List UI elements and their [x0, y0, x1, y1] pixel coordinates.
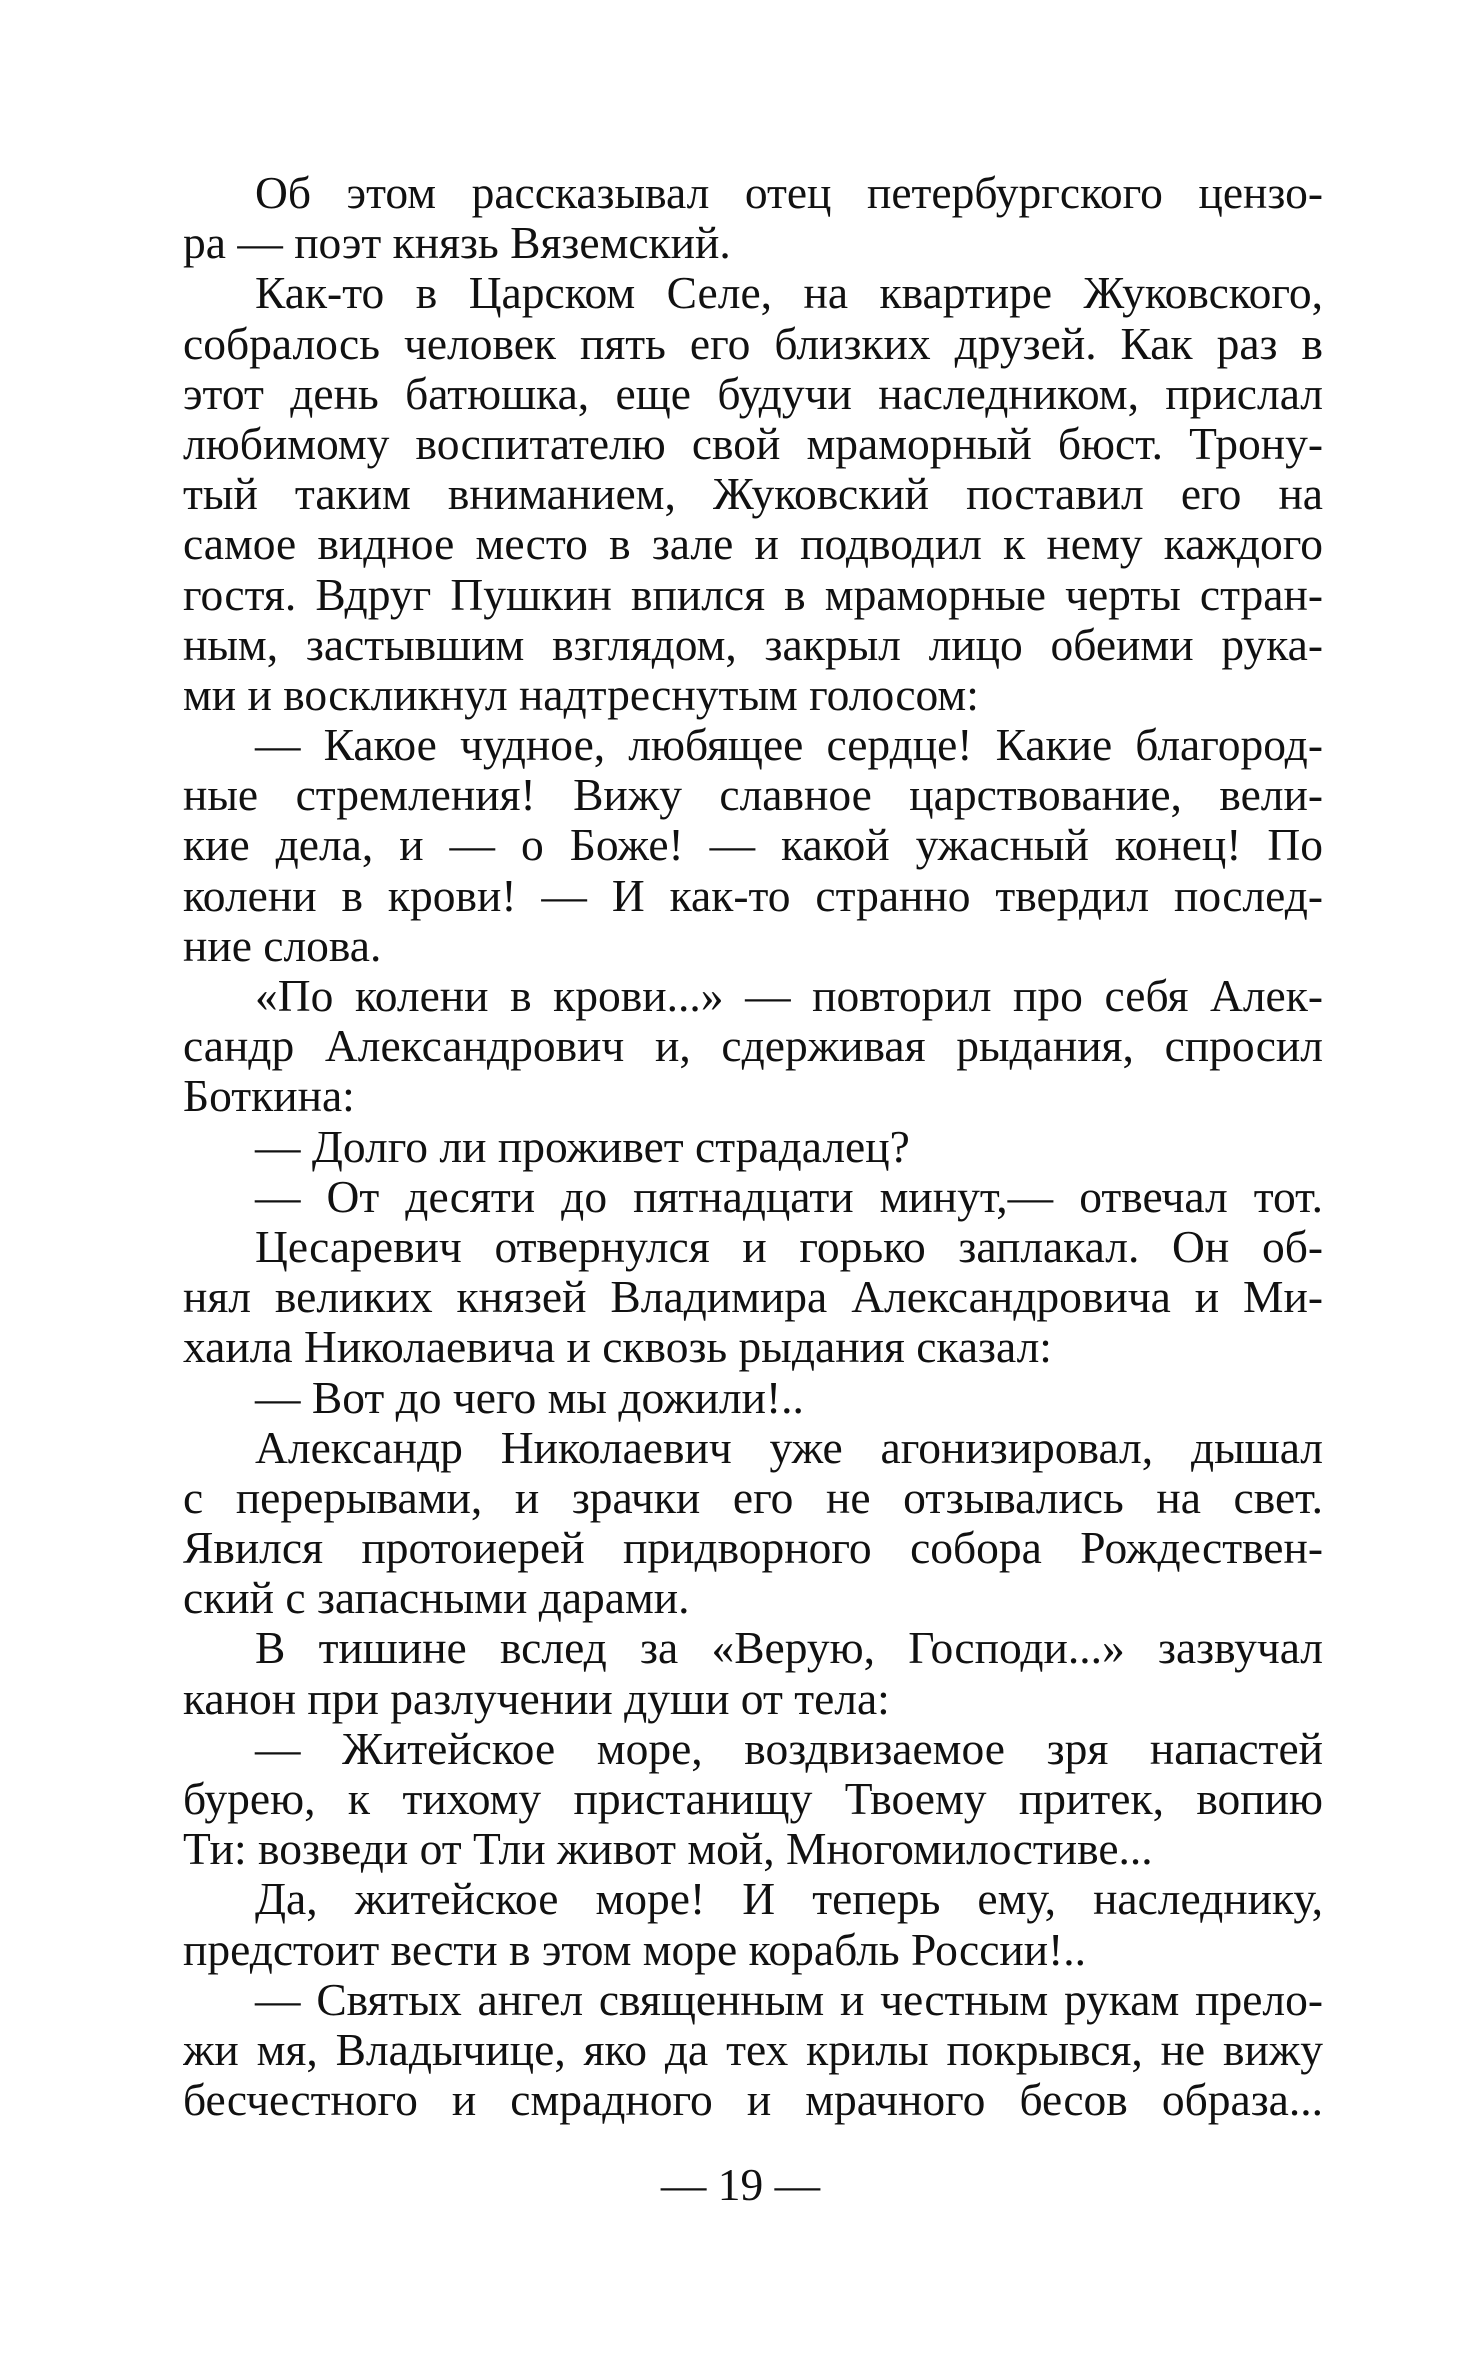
text-line: — Житейское море, воздвизаемое зря напастей [255, 1723, 1323, 1774]
text-line: с перерывами, и зрачки его не отзывались на свет. [183, 1472, 1323, 1523]
text-line: предстоит вести в этом море корабль России!.. [183, 1923, 1087, 1975]
text-line: «По колени в крови...» — повторил про себя Алек- [255, 971, 1323, 1021]
text-line: ра — поэт князь Вяземский. [183, 217, 731, 269]
text-line: Да, житейское море! И теперь ему, наследнику, [255, 1874, 1323, 1925]
text-line: ми и воскликнул надтреснутым голосом: [183, 668, 979, 720]
text-line: собралось человек пять его близких друзей. Как раз в [183, 318, 1323, 369]
page-number: — 19 — [660, 2159, 821, 2210]
text-line: кие дела, и — о Боже! — какой ужасный конец! По [183, 820, 1323, 871]
text-line: Цесаревич отвернулся и горько заплакал. Он об- [255, 1221, 1323, 1272]
text-line: Как-то в Царском Селе, на квартире Жуковского, [255, 268, 1323, 319]
text-line: ные стремления! Вижу славное царствование, вели- [183, 770, 1323, 821]
text-line: жи мя, Владычице, яко да тех крилы покрывся, не вижу [183, 2024, 1323, 2075]
text-line: В тишине вслед за «Верую, Господи...» зазвучал [255, 1623, 1323, 1674]
text-line: бесчестного и смрадного и мрачного бесов образа... [183, 2075, 1323, 2126]
text-line: нял великих князей Владимира Александровича и Ми- [183, 1272, 1323, 1323]
text-line: тый таким вниманием, Жуковский поставил его на [183, 469, 1323, 520]
text-line: — Какое чудное, любящее сердце! Какие благород- [255, 720, 1323, 771]
text-line: этот день батюшка, еще будучи наследником, прислал [183, 368, 1323, 419]
text-line: Явился протоиерей придворного собора Рождествен- [183, 1523, 1323, 1574]
text-line: канон при разлучении души от тела: [183, 1672, 890, 1724]
text-line: ным, застывшим взглядом, закрыл лицо обеими рука- [183, 619, 1323, 670]
text-line: гостя. Вдруг Пушкин впился в мраморные черты стран- [183, 569, 1323, 620]
text-line: Александр Николаевич уже агонизировал, дышал [255, 1422, 1323, 1473]
text-line: самое видное место в зале и подводил к нему каждого [183, 519, 1323, 570]
text-line: — Долго ли проживет страдалец? [255, 1120, 910, 1172]
text-line: колени в крови! — И как-то странно твердил послед- [183, 870, 1323, 921]
text-line: ский с запасными дарами. [183, 1572, 690, 1624]
text-line: — Вот до чего мы дожили!.. [255, 1371, 804, 1423]
text-line: сандр Александрович и, сдерживая рыдания, спросил [183, 1021, 1323, 1072]
text-line: Ти: возведи от Тли живот мой, Многомилостиве... [183, 1823, 1153, 1875]
text-line: хаила Николаевича и сквозь рыдания сказал: [183, 1321, 1052, 1373]
text-line: Об этом рассказывал отец петербургского цензо- [255, 168, 1323, 218]
text-line: — От десяти до пятнадцати минут,— отвечал тот. [255, 1171, 1323, 1222]
text-line: Боткина: [183, 1070, 355, 1122]
text-line: — Святых ангел священным и честным рукам прело- [255, 1974, 1323, 2025]
body-text [183, 168, 1323, 2125]
text-line: бурею, к тихому пристанищу Твоему притек, вопию [183, 1774, 1323, 1824]
text-line: ние слова. [183, 919, 382, 971]
text-line: любимому воспитателю свой мраморный бюст. Трону- [183, 418, 1323, 469]
